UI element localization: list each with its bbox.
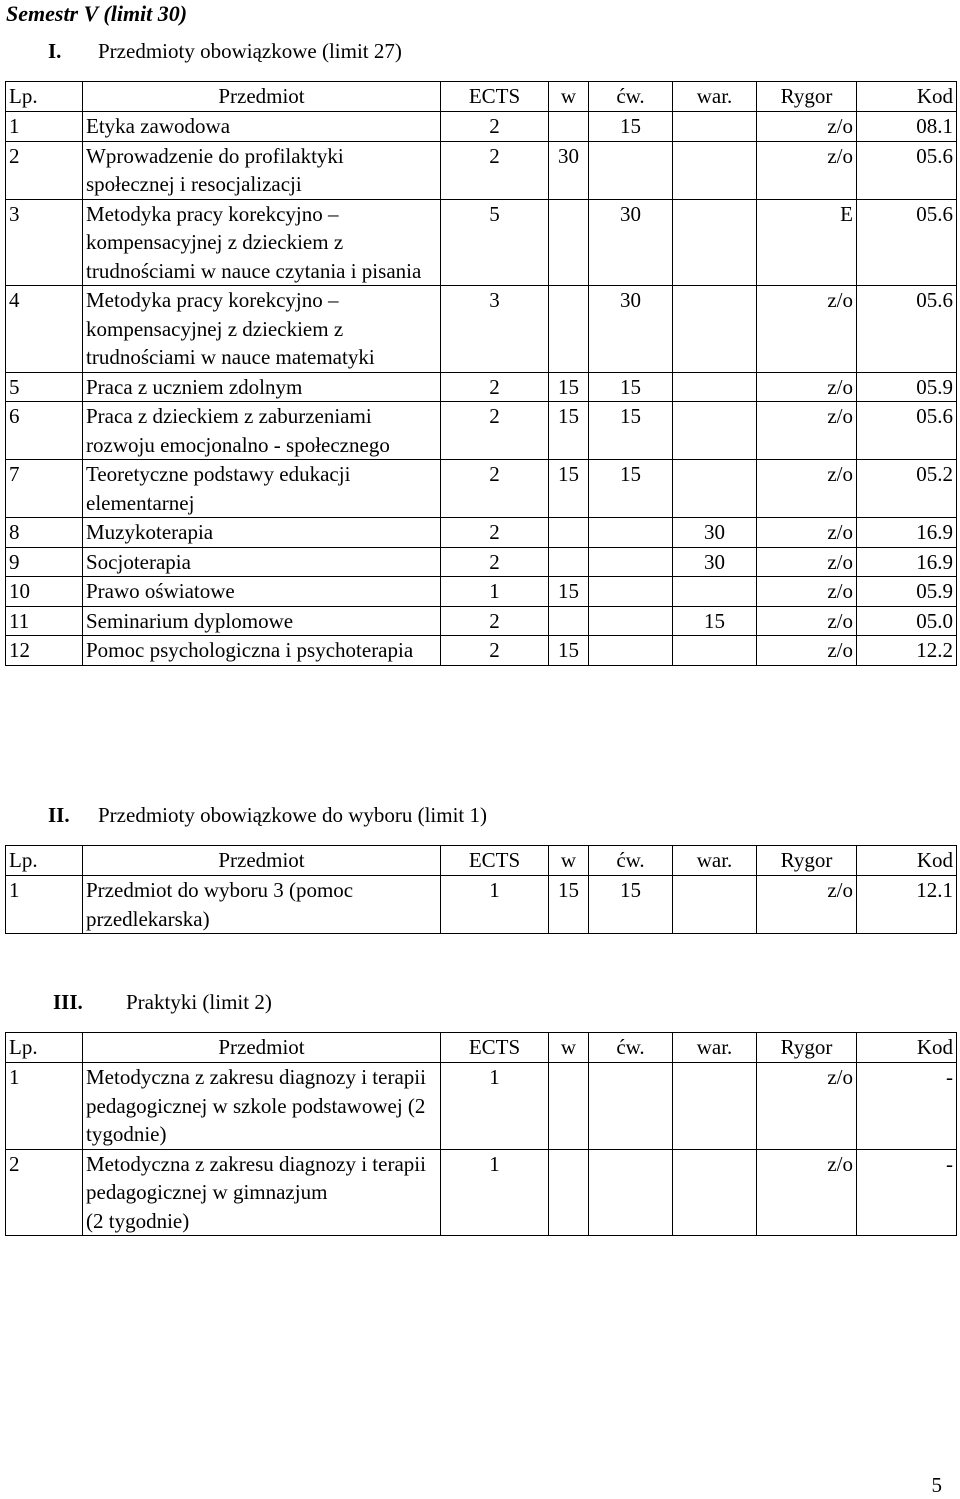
column-header-lp: Lp. bbox=[6, 846, 83, 876]
section-number: I. bbox=[48, 39, 62, 63]
cell-kod: 05.0 bbox=[857, 606, 957, 636]
section-number: III. bbox=[53, 990, 83, 1014]
cell-war: 30 bbox=[673, 547, 757, 577]
cell-cw: 30 bbox=[589, 286, 673, 373]
column-header-rygor: Rygor bbox=[757, 1033, 857, 1063]
cell-war: 15 bbox=[673, 606, 757, 636]
cell-war bbox=[673, 577, 757, 607]
cell-kod: 16.9 bbox=[857, 518, 957, 548]
column-header-rygor: Rygor bbox=[757, 82, 857, 112]
table-row bbox=[6, 606, 957, 636]
column-header-ects: ECTS bbox=[441, 82, 549, 112]
cell-lp: 11 bbox=[6, 606, 83, 636]
cell-lp: 1 bbox=[6, 876, 83, 934]
cell-rygor: z/o bbox=[757, 547, 857, 577]
cell-ects: 2 bbox=[441, 460, 549, 518]
cell-ects: 1 bbox=[441, 1149, 549, 1236]
column-header-cw: ćw. bbox=[589, 1033, 673, 1063]
cell-kod: 05.2 bbox=[857, 460, 957, 518]
section-number: II. bbox=[48, 803, 70, 827]
cell-w: 15 bbox=[549, 577, 589, 607]
subjects-table-elective bbox=[5, 845, 957, 934]
cell-ects: 2 bbox=[441, 141, 549, 199]
cell-rygor: z/o bbox=[757, 1149, 857, 1236]
cell-rygor: E bbox=[757, 199, 857, 286]
cell-cw bbox=[589, 1063, 673, 1150]
section-title: Przedmioty obowiązkowe do wyboru (limit 1) bbox=[98, 803, 488, 827]
column-header-w: w bbox=[549, 82, 589, 112]
cell-ects: 2 bbox=[441, 402, 549, 460]
cell-war bbox=[673, 199, 757, 286]
column-header-lp: Lp. bbox=[6, 1033, 83, 1063]
table-row bbox=[6, 547, 957, 577]
cell-cw bbox=[589, 547, 673, 577]
table-row bbox=[6, 518, 957, 548]
column-header-lp: Lp. bbox=[6, 82, 83, 112]
cell-cw bbox=[589, 141, 673, 199]
cell-cw bbox=[589, 577, 673, 607]
cell-subject: Wprowadzenie do profilaktyki społecznej i resocjalizacji bbox=[83, 141, 441, 199]
cell-kod: 05.6 bbox=[857, 286, 957, 373]
cell-lp: 4 bbox=[6, 286, 83, 373]
table-row bbox=[6, 286, 957, 373]
column-header-war: war. bbox=[673, 82, 757, 112]
cell-ects: 2 bbox=[441, 606, 549, 636]
table-row bbox=[6, 1063, 957, 1150]
cell-war bbox=[673, 1149, 757, 1236]
cell-subject: Prawo oświatowe bbox=[83, 577, 441, 607]
column-header-ects: ECTS bbox=[441, 846, 549, 876]
cell-rygor: z/o bbox=[757, 636, 857, 666]
cell-w: 15 bbox=[549, 876, 589, 934]
cell-lp: 2 bbox=[6, 1149, 83, 1236]
table-row bbox=[6, 876, 957, 934]
column-header-cw: ćw. bbox=[589, 846, 673, 876]
cell-war bbox=[673, 636, 757, 666]
cell-lp: 12 bbox=[6, 636, 83, 666]
cell-w bbox=[549, 112, 589, 142]
cell-ects: 2 bbox=[441, 547, 549, 577]
column-header-kod: Kod bbox=[857, 846, 957, 876]
table-header bbox=[6, 846, 957, 876]
cell-cw bbox=[589, 1149, 673, 1236]
cell-subject: Socjoterapia bbox=[83, 547, 441, 577]
cell-war bbox=[673, 372, 757, 402]
subjects-table-mandatory bbox=[5, 81, 957, 666]
cell-ects: 2 bbox=[441, 518, 549, 548]
table-header bbox=[6, 82, 957, 112]
cell-subject: Pomoc psychologiczna i psychoterapia bbox=[83, 636, 441, 666]
table-row bbox=[6, 372, 957, 402]
cell-cw bbox=[589, 636, 673, 666]
column-header-ects: ECTS bbox=[441, 1033, 549, 1063]
header-row bbox=[6, 1033, 957, 1063]
cell-w bbox=[549, 1149, 589, 1236]
cell-war bbox=[673, 286, 757, 373]
cell-lp: 5 bbox=[6, 372, 83, 402]
cell-cw bbox=[589, 518, 673, 548]
section-heading-3 bbox=[53, 989, 272, 1015]
cell-ects: 5 bbox=[441, 199, 549, 286]
column-header-w: w bbox=[549, 846, 589, 876]
cell-kod: 05.6 bbox=[857, 402, 957, 460]
cell-subject: Metodyka pracy korekcyjno – kompensacyjnej z dzieckiem z trudnościami w nauce czytania i pisania bbox=[83, 199, 441, 286]
cell-subject: Metodyczna z zakresu diagnozy i terapii pedagogicznej w gimnazjum (2 tygodnie) bbox=[83, 1149, 441, 1236]
table-body bbox=[6, 1063, 957, 1236]
cell-war bbox=[673, 402, 757, 460]
cell-ects: 2 bbox=[441, 112, 549, 142]
cell-rygor: z/o bbox=[757, 1063, 857, 1150]
cell-rygor: z/o bbox=[757, 876, 857, 934]
table-row bbox=[6, 460, 957, 518]
cell-war bbox=[673, 112, 757, 142]
cell-ects: 1 bbox=[441, 577, 549, 607]
cell-rygor: z/o bbox=[757, 372, 857, 402]
cell-rygor: z/o bbox=[757, 141, 857, 199]
cell-subject: Metodyka pracy korekcyjno – kompensacyjnej z dzieckiem z trudnościami w nauce matematyki bbox=[83, 286, 441, 373]
table-body bbox=[6, 876, 957, 934]
cell-w bbox=[549, 606, 589, 636]
cell-subject: Metodyczna z zakresu diagnozy i terapii pedagogicznej w szkole podstawowej (2 tygodnie) bbox=[83, 1063, 441, 1150]
section-heading-1 bbox=[48, 38, 402, 64]
cell-lp: 6 bbox=[6, 402, 83, 460]
column-header-cw: ćw. bbox=[589, 82, 673, 112]
cell-ects: 1 bbox=[441, 876, 549, 934]
cell-w bbox=[549, 199, 589, 286]
column-header-kod: Kod bbox=[857, 1033, 957, 1063]
cell-kod: 05.6 bbox=[857, 141, 957, 199]
cell-w bbox=[549, 286, 589, 373]
cell-lp: 10 bbox=[6, 577, 83, 607]
cell-war bbox=[673, 460, 757, 518]
cell-lp: 7 bbox=[6, 460, 83, 518]
cell-kod: 08.1 bbox=[857, 112, 957, 142]
column-header-subject: Przedmiot bbox=[83, 1033, 441, 1063]
cell-ects: 1 bbox=[441, 1063, 549, 1150]
cell-w: 15 bbox=[549, 460, 589, 518]
cell-kod: - bbox=[857, 1063, 957, 1150]
section-heading-2 bbox=[48, 802, 487, 828]
page-number: 5 bbox=[931, 1473, 942, 1497]
table-row bbox=[6, 141, 957, 199]
column-header-war: war. bbox=[673, 1033, 757, 1063]
cell-kod: 05.6 bbox=[857, 199, 957, 286]
table-header bbox=[6, 1033, 957, 1063]
cell-ects: 3 bbox=[441, 286, 549, 373]
cell-kod: - bbox=[857, 1149, 957, 1236]
cell-subject: Przedmiot do wyboru 3 (pomoc przedlekarska) bbox=[83, 876, 441, 934]
cell-subject: Seminarium dyplomowe bbox=[83, 606, 441, 636]
cell-w: 15 bbox=[549, 402, 589, 460]
cell-subject: Praca z dzieckiem z zaburzeniami rozwoju emocjonalno - społecznego bbox=[83, 402, 441, 460]
cell-lp: 9 bbox=[6, 547, 83, 577]
cell-rygor: z/o bbox=[757, 606, 857, 636]
cell-ects: 2 bbox=[441, 372, 549, 402]
cell-subject: Etyka zawodowa bbox=[83, 112, 441, 142]
section-title: Przedmioty obowiązkowe (limit 27) bbox=[98, 39, 402, 63]
column-header-w: w bbox=[549, 1033, 589, 1063]
cell-cw bbox=[589, 606, 673, 636]
column-header-kod: Kod bbox=[857, 82, 957, 112]
cell-lp: 1 bbox=[6, 1063, 83, 1150]
cell-war bbox=[673, 876, 757, 934]
cell-w: 15 bbox=[549, 636, 589, 666]
cell-lp: 1 bbox=[6, 112, 83, 142]
cell-rygor: z/o bbox=[757, 518, 857, 548]
cell-subject: Teoretyczne podstawy edukacji elementarnej bbox=[83, 460, 441, 518]
table-row bbox=[6, 636, 957, 666]
cell-rygor: z/o bbox=[757, 402, 857, 460]
column-header-subject: Przedmiot bbox=[83, 82, 441, 112]
header-row bbox=[6, 82, 957, 112]
cell-kod: 12.2 bbox=[857, 636, 957, 666]
cell-cw: 15 bbox=[589, 460, 673, 518]
cell-war bbox=[673, 141, 757, 199]
table-row bbox=[6, 199, 957, 286]
section-title: Praktyki (limit 2) bbox=[126, 990, 272, 1014]
cell-rygor: z/o bbox=[757, 577, 857, 607]
cell-cw: 15 bbox=[589, 112, 673, 142]
cell-kod: 16.9 bbox=[857, 547, 957, 577]
cell-w bbox=[549, 518, 589, 548]
cell-subject: Praca z uczniem zdolnym bbox=[83, 372, 441, 402]
column-header-subject: Przedmiot bbox=[83, 846, 441, 876]
cell-w bbox=[549, 547, 589, 577]
column-header-war: war. bbox=[673, 846, 757, 876]
cell-w bbox=[549, 1063, 589, 1150]
table-row bbox=[6, 577, 957, 607]
subjects-table-internships bbox=[5, 1032, 957, 1236]
cell-rygor: z/o bbox=[757, 112, 857, 142]
table-row bbox=[6, 402, 957, 460]
cell-kod: 05.9 bbox=[857, 577, 957, 607]
cell-war: 30 bbox=[673, 518, 757, 548]
cell-rygor: z/o bbox=[757, 460, 857, 518]
cell-w: 30 bbox=[549, 141, 589, 199]
table-body bbox=[6, 112, 957, 666]
cell-kod: 05.9 bbox=[857, 372, 957, 402]
cell-cw: 15 bbox=[589, 372, 673, 402]
cell-lp: 2 bbox=[6, 141, 83, 199]
header-row bbox=[6, 846, 957, 876]
cell-war bbox=[673, 1063, 757, 1150]
cell-cw: 30 bbox=[589, 199, 673, 286]
cell-cw: 15 bbox=[589, 402, 673, 460]
cell-cw: 15 bbox=[589, 876, 673, 934]
semester-title: Semestr V (limit 30) bbox=[6, 1, 188, 26]
cell-ects: 2 bbox=[441, 636, 549, 666]
cell-subject: Muzykoterapia bbox=[83, 518, 441, 548]
cell-lp: 3 bbox=[6, 199, 83, 286]
cell-kod: 12.1 bbox=[857, 876, 957, 934]
cell-w: 15 bbox=[549, 372, 589, 402]
table-row bbox=[6, 1149, 957, 1236]
cell-lp: 8 bbox=[6, 518, 83, 548]
cell-rygor: z/o bbox=[757, 286, 857, 373]
table-row bbox=[6, 112, 957, 142]
column-header-rygor: Rygor bbox=[757, 846, 857, 876]
